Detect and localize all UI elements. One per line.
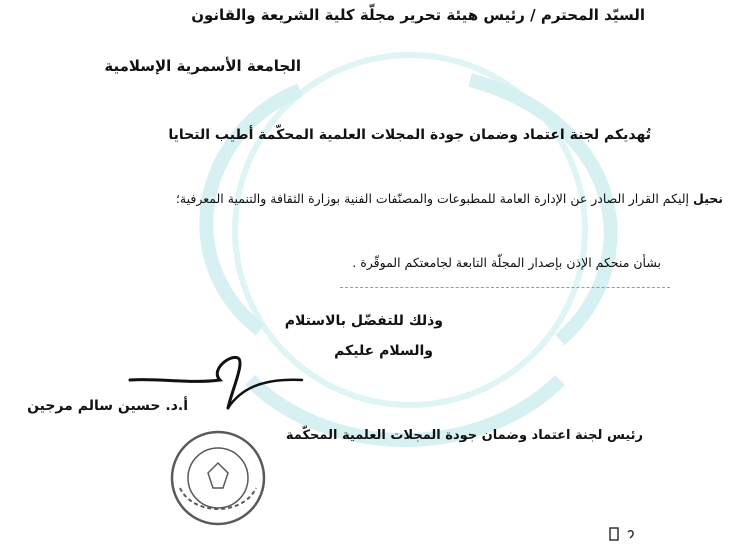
addressee-line-1: السيّد المحترم / رئيس هيئة تحرير مجلّة كلية الشريعة والقانون	[191, 6, 645, 24]
body-line-2: بشأن منحكم الإذن بإصدار المجلّة التابعة لجامعتكم الموقّرة .	[352, 255, 661, 270]
corner-mark-glyph	[628, 531, 633, 538]
corner-mark-box	[610, 528, 618, 540]
corner-stamp-mark	[608, 524, 638, 546]
signatory-title: رئيس لجنة اعتماد وضمان جودة المجلات العلمية المحكّمة	[285, 428, 643, 443]
signatory-name: أ.د. حسين سالم مرجين	[27, 398, 188, 414]
body-lead-word: نحيل	[693, 191, 723, 206]
greeting-line: تُهديكم لجنة اعتماد وضمان جودة المجلات العلمية المحكّمة أطيب التحايا	[168, 127, 651, 143]
body-paragraph	[176, 191, 723, 206]
faint-rule	[340, 287, 670, 288]
seal-inner-ring	[188, 448, 248, 508]
seal-outer-ring	[172, 432, 264, 524]
seal-emblem	[208, 463, 228, 488]
signature-stroke-tail	[228, 380, 302, 408]
closing-line-1: وذلك للتفضّل بالاستلام	[284, 313, 443, 329]
handwritten-signature	[120, 350, 310, 430]
watermark-arc-right	[470, 80, 611, 340]
watermark-arc-left	[206, 90, 300, 330]
addressee-line-2: الجامعة الأسمرية الإسلامية	[104, 57, 301, 75]
official-seal	[168, 428, 268, 528]
closing-line-2: والسلام عليكم	[334, 343, 433, 359]
body-paragraph-text: إليكم القرار الصادر عن الإدارة العامة للمطبوعات والمصنّفات الفنية بوزارة الثقافة والتنمية المعرفية؛	[175, 191, 690, 206]
